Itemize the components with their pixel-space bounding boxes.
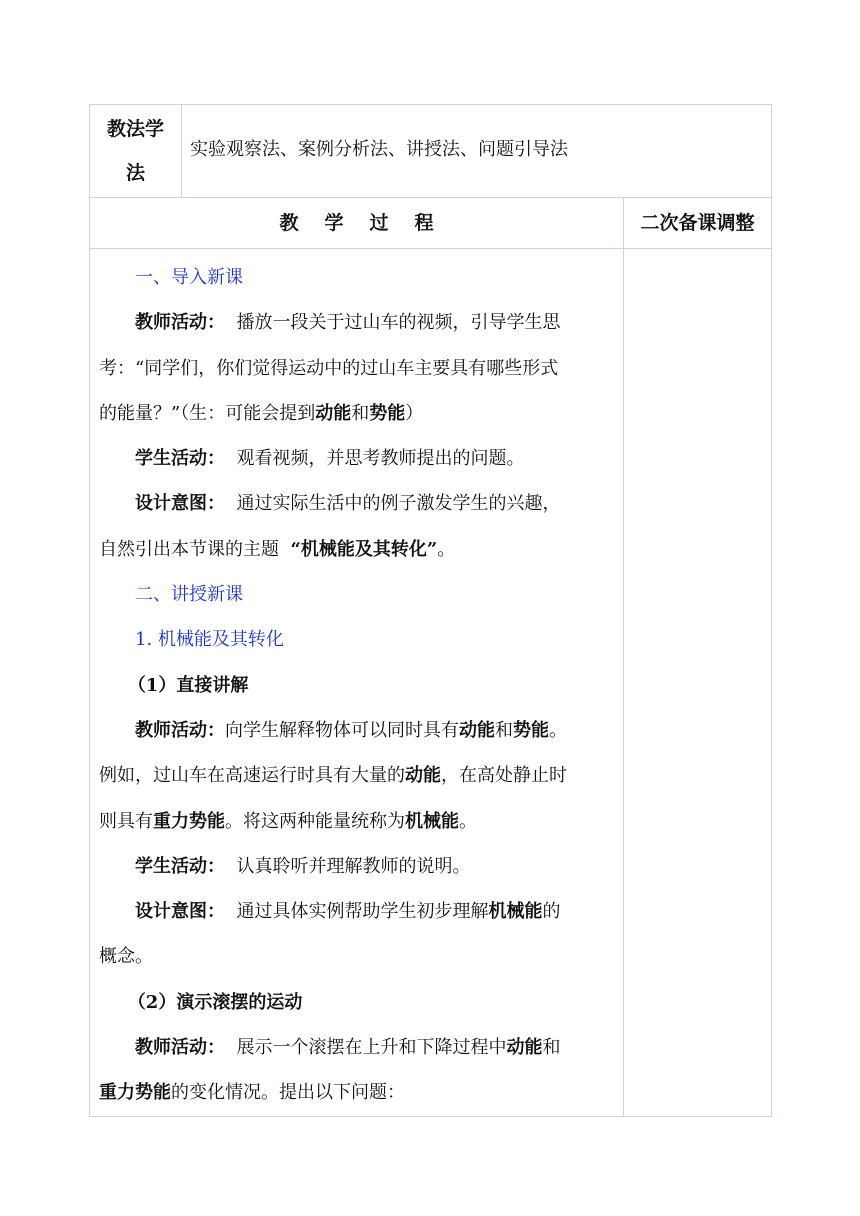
process-body-row (90, 249, 772, 1117)
subsection-title: 1. 机械能及其转化 (135, 629, 284, 651)
design-intent-paragraph (99, 889, 615, 980)
keyword: 重力势能 (99, 1082, 171, 1104)
keyword: 动能 (405, 765, 441, 787)
text: 。将这两种能量统称为 (225, 810, 405, 832)
quote-close: ” (426, 538, 438, 560)
text: 认真聆听并理解教师的说明。 (236, 855, 471, 877)
label-line: 教法学 (106, 118, 164, 140)
text: 概念。 (99, 946, 153, 968)
text: 考：“同学们，你们觉得运动中的过山车主要具有哪些形式 (99, 357, 559, 379)
text: 。 (459, 810, 477, 832)
teacher-activity-paragraph (99, 300, 615, 436)
teaching-method-row (90, 105, 772, 198)
text: 和 (495, 719, 513, 741)
adjust-header: 二次备课调整 (624, 198, 772, 249)
keyword: 动能 (315, 402, 352, 424)
text: 通过实际生活中的例子激发学生的兴趣， (236, 493, 561, 515)
activity-label: 教师活动： (135, 719, 225, 741)
text: 和 (351, 402, 370, 424)
keyword: 动能 (506, 1037, 543, 1059)
activity-label: 教师活动： (135, 1037, 225, 1059)
teacher-activity-paragraph (99, 708, 615, 844)
text: 。 (549, 719, 567, 741)
activity-label: 教师活动： (135, 312, 225, 334)
text: ） (405, 402, 424, 424)
process-header-row (90, 198, 772, 249)
teacher-activity-paragraph (99, 1025, 615, 1116)
text: 观看视频，并思考教师提出的问题。 (236, 448, 525, 470)
text: 向学生解释物体可以同时具有 (225, 719, 459, 741)
text: 展示一个滚摆在上升和下降过程中 (236, 1037, 507, 1059)
teaching-method-value: 实验观察法、案例分析法、讲授法、问题引导法 (182, 105, 772, 198)
student-activity-paragraph (99, 844, 615, 889)
text: 例如，过山车在高速运行时具有大量的 (99, 765, 405, 787)
text: 。 (437, 538, 456, 560)
process-header: 教学过程 (90, 198, 624, 249)
keyword: 势能 (369, 402, 406, 424)
text: ，在高处静止时 (441, 765, 567, 787)
item-title: （2）演示滚摆的运动 (127, 991, 303, 1013)
design-intent-paragraph (99, 481, 615, 572)
quote-open: “ (290, 538, 301, 560)
text: 播放一段关于过山车的视频，引导学生思 (236, 312, 561, 334)
item-title: （1）直接讲解 (127, 674, 249, 696)
keyword: 重力势能 (153, 810, 225, 832)
text: 的 (542, 901, 561, 923)
teaching-method-label (90, 105, 182, 198)
activity-label: 设计意图： (135, 901, 225, 923)
text: 通过具体实例帮助学生初步理解 (236, 901, 489, 923)
process-content (90, 249, 624, 1117)
activity-label: 学生活动： (135, 855, 225, 877)
student-activity-paragraph (99, 436, 615, 481)
activity-label: 设计意图： (135, 493, 225, 515)
label-line: 法 (125, 162, 145, 184)
keyword: 机械能 (405, 810, 459, 832)
section-title: 一、导入新课 (135, 267, 243, 288)
text: 的能量？”（生：可能会提到 (99, 402, 316, 424)
text: 自然引出本节课的主题 (99, 538, 285, 560)
text: 的变化情况。提出以下问题： (171, 1082, 405, 1104)
keyword: 动能 (459, 719, 495, 741)
section-title: 二、讲授新课 (135, 584, 243, 606)
adjust-notes-cell (624, 249, 772, 1117)
keyword: 势能 (513, 719, 549, 741)
text: 则具有 (99, 810, 153, 832)
lesson-plan-table (89, 104, 772, 1117)
keyword: 机械能 (488, 901, 543, 923)
activity-label: 学生活动： (135, 448, 225, 470)
keyword: 机械能及其转化 (300, 538, 427, 560)
text: 和 (542, 1037, 561, 1059)
